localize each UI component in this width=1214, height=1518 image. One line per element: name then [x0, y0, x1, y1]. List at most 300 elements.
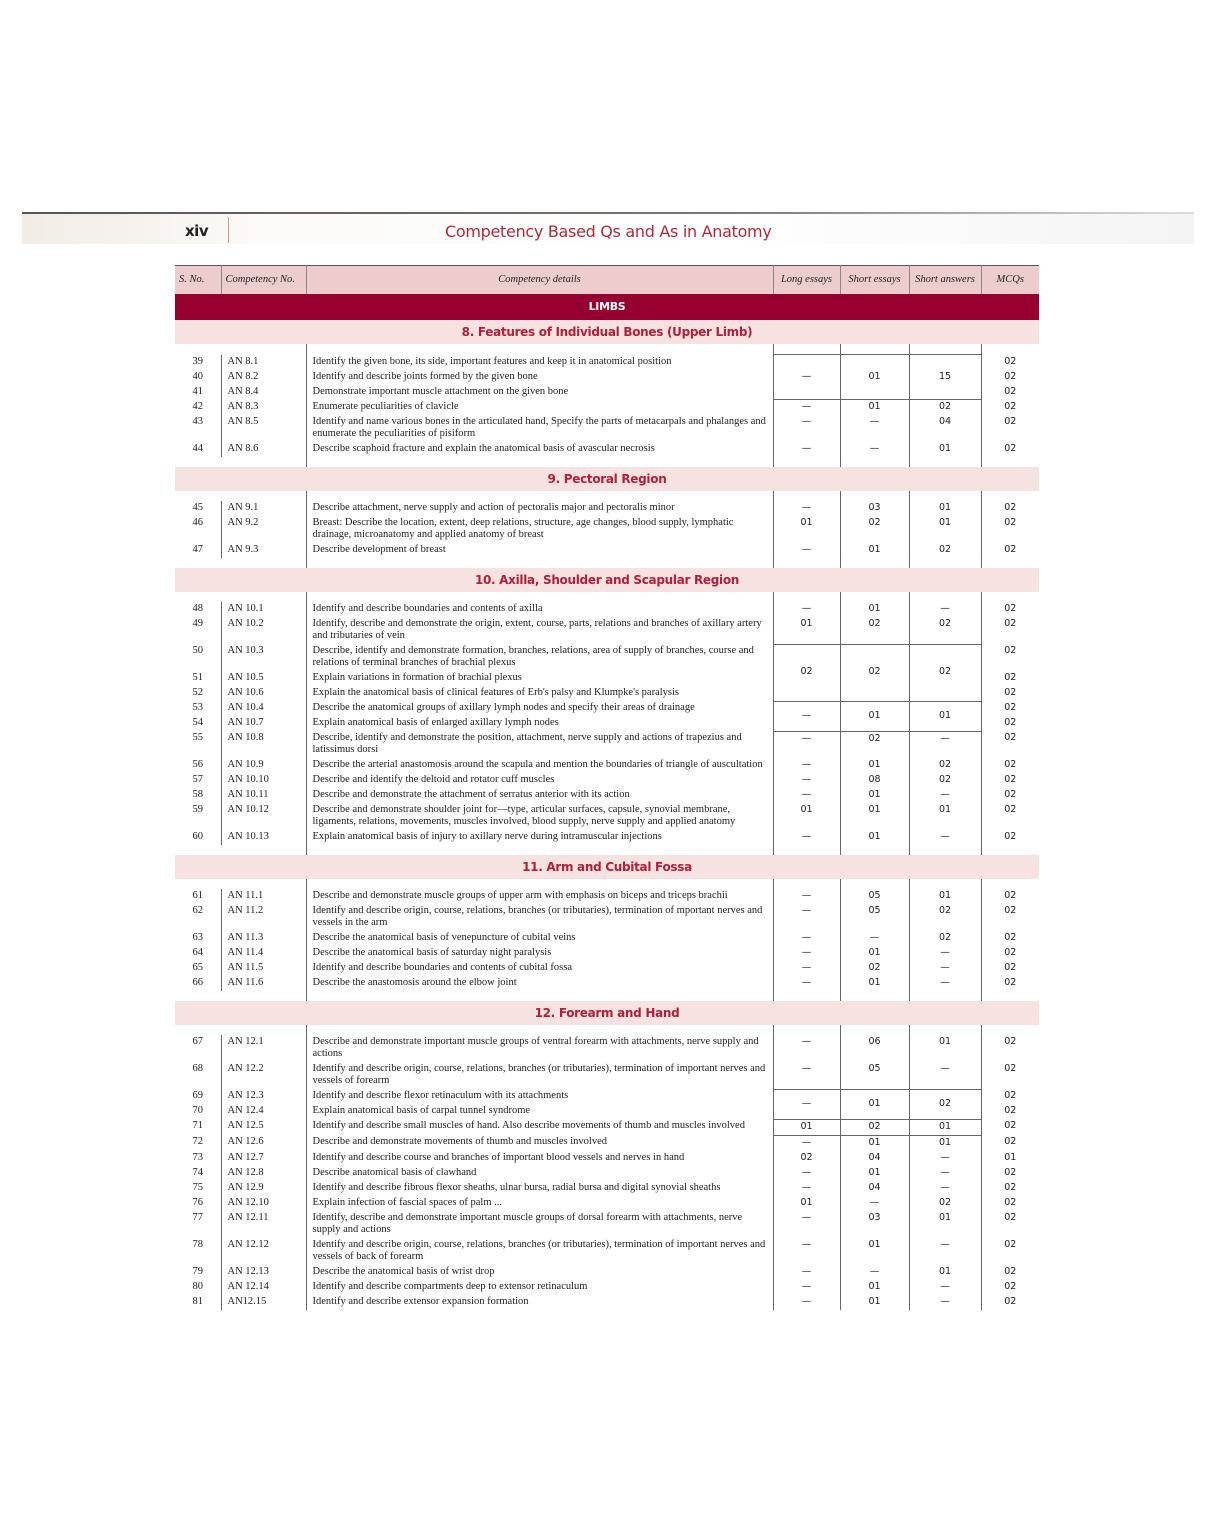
serial-number: 73 [192, 1151, 203, 1163]
count-short-ans: — [909, 731, 981, 758]
count-mcq: 02 [1004, 1166, 1017, 1178]
count-long: — [773, 415, 840, 442]
competency-detail: Explain anatomical basis of injury to axillary nerve during intramuscular injections [306, 830, 773, 845]
competency-number: AN 10.11 [221, 788, 306, 803]
count-mcq: 02 [1004, 618, 1017, 629]
table-row [175, 1265, 1039, 1280]
count-long: 01 [773, 516, 840, 543]
spacer-row [175, 845, 1039, 855]
count-long: — [773, 701, 840, 731]
competency-number: AN 11.3 [221, 931, 306, 946]
table-row [175, 1089, 1039, 1104]
part-title-row [175, 294, 1039, 320]
competency-number: AN 10.7 [221, 716, 306, 731]
count-mcq: 02 [1004, 645, 1017, 656]
col-mcqs: MCQs [981, 266, 1039, 295]
competency-detail: Describe and demonstrate movements of thumb and muscles involved [306, 1135, 773, 1151]
competency-table [175, 265, 1039, 1310]
serial-number: 40 [192, 370, 203, 382]
count-long: — [773, 976, 840, 991]
count-mcq: 02 [1004, 947, 1017, 958]
count-short-essay: — [840, 442, 909, 457]
serial-number: 48 [192, 603, 203, 614]
count-mcq: 02 [1004, 1136, 1017, 1147]
count-short-ans: 01 [909, 803, 981, 830]
spacer-row [175, 558, 1039, 568]
competency-detail: Describe, identify and demonstrate the position, attachment, nerve supply and actions of trapezius and latissimus dorsi [306, 731, 773, 758]
section-title: 11. Arm and Cubital Fossa [175, 855, 1039, 879]
competency-detail: Explain infection of fascial spaces of palm ... [306, 1196, 773, 1211]
count-short-ans: 02 [909, 400, 981, 416]
count-short-ans: 02 [909, 644, 981, 701]
count-short-ans: 02 [909, 904, 981, 931]
competency-number: AN 12.1 [221, 1035, 306, 1062]
serial-number: 55 [192, 732, 203, 743]
section-title: 8. Features of Individual Bones (Upper Limb) [175, 320, 1039, 344]
count-mcq: 02 [1004, 774, 1017, 785]
competency-number: AN 9.2 [221, 516, 306, 543]
table-header-row [175, 266, 1039, 295]
section-title-row [175, 1001, 1039, 1025]
table-row [175, 1035, 1039, 1062]
count-short-essay: 01 [840, 602, 909, 617]
table-row [175, 516, 1039, 543]
competency-number: AN 10.12 [221, 803, 306, 830]
count-long: — [773, 731, 840, 758]
count-short-ans: — [909, 788, 981, 803]
competency-number: AN 11.2 [221, 904, 306, 931]
table-row [175, 931, 1039, 946]
count-mcq: 02 [1004, 400, 1017, 412]
serial-number: 45 [192, 502, 203, 513]
count-short-ans: 01 [909, 701, 981, 731]
serial-number: 49 [192, 618, 203, 629]
count-long: 01 [773, 1119, 840, 1135]
col-long-essays: Long essays [773, 266, 840, 295]
count-short-ans: — [909, 1181, 981, 1196]
serial-number: 69 [192, 1090, 203, 1101]
competency-detail: Describe, identify and demonstrate formation, branches, relations, area of supply of branches, course and relations of terminal branches of brachial plexus [306, 644, 773, 671]
count-short-ans: — [909, 961, 981, 976]
count-short-ans: — [909, 1166, 981, 1181]
count-short-essay: 01 [840, 758, 909, 773]
competency-number: AN 10.3 [221, 644, 306, 671]
count-short-essay: 05 [840, 889, 909, 904]
count-mcq: 02 [1004, 1295, 1017, 1307]
count-short-ans: 02 [909, 543, 981, 558]
section-title-row [175, 568, 1039, 592]
count-short-essay: — [840, 1196, 909, 1211]
competency-number: AN 8.2 [221, 370, 306, 385]
count-short-ans: 01 [909, 1035, 981, 1062]
book-title: Competency Based Qs and As in Anatomy [445, 222, 772, 241]
count-short-ans: 02 [909, 1196, 981, 1211]
serial-number: 51 [192, 672, 203, 683]
table-row [175, 1151, 1039, 1166]
count-short-essay: 04 [840, 1181, 909, 1196]
count-short-ans: — [909, 1062, 981, 1089]
count-short-ans: 02 [909, 758, 981, 773]
col-sno: S. No. [175, 266, 221, 295]
count-short-ans: 01 [909, 889, 981, 904]
count-short-essay: 01 [840, 830, 909, 845]
serial-number: 71 [192, 1120, 203, 1131]
count-mcq: 02 [1004, 355, 1017, 367]
table-row [175, 617, 1039, 644]
spacer-row [175, 491, 1039, 501]
count-short-essay: 01 [840, 1295, 909, 1310]
competency-detail: Explain anatomical basis of carpal tunnel syndrome [306, 1104, 773, 1119]
competency-detail: Identify and describe course and branches of important blood vessels and nerves in hand [306, 1151, 773, 1166]
count-short-ans: 02 [909, 617, 981, 644]
count-mcq: 02 [1004, 977, 1017, 988]
count-short-ans: — [909, 946, 981, 961]
serial-number: 67 [192, 1036, 203, 1047]
competency-detail: Breast: Describe the location, extent, deep relations, structure, age changes, blood supply, lymphatic drainage, microanatomy and applied anatomy of breast [306, 516, 773, 543]
section-title-row [175, 467, 1039, 491]
serial-number: 41 [192, 385, 203, 397]
competency-number: AN 12.3 [221, 1089, 306, 1104]
count-long: 02 [773, 1151, 840, 1166]
table-row [175, 1238, 1039, 1265]
count-short-ans: 01 [909, 442, 981, 457]
count-long: — [773, 1265, 840, 1280]
count-short-ans: 01 [909, 1135, 981, 1151]
competency-number: AN 11.1 [221, 889, 306, 904]
serial-number: 53 [192, 702, 203, 713]
table-row [175, 946, 1039, 961]
count-short-essay: 06 [840, 1035, 909, 1062]
competency-number: AN 11.5 [221, 961, 306, 976]
count-short-essay: 03 [840, 501, 909, 516]
count-long: — [773, 904, 840, 931]
col-competency-details: Competency details [306, 266, 773, 295]
table-row [175, 758, 1039, 773]
table-row [175, 1181, 1039, 1196]
count-mcq: 02 [1004, 702, 1017, 713]
table-row [175, 1295, 1039, 1310]
count-long: — [773, 830, 840, 845]
count-short-essay: 02 [840, 731, 909, 758]
count-short-essay: 01 [840, 400, 909, 416]
table-row [175, 543, 1039, 558]
competency-number: AN 12.13 [221, 1265, 306, 1280]
count-long: — [773, 501, 840, 516]
table-row [175, 1166, 1039, 1181]
competency-number: AN 8.1 [221, 355, 306, 370]
spacer-row [175, 592, 1039, 602]
serial-number: 58 [192, 789, 203, 800]
spacer-row [175, 991, 1039, 1001]
count-short-ans: 01 [909, 1211, 981, 1238]
table-row [175, 976, 1039, 991]
count-mcq: 02 [1004, 1036, 1017, 1047]
table-row [175, 1280, 1039, 1295]
col-short-essays: Short essays [840, 266, 909, 295]
table-row [175, 889, 1039, 904]
competency-detail: Explain anatomical basis of enlarged axillary lymph nodes [306, 716, 773, 731]
competency-detail: Describe the anatomical basis of venepuncture of cubital veins [306, 931, 773, 946]
competency-detail: Identify, describe and demonstrate the origin, extent, course, parts, relations and branches of axillary artery and tributaries of vein [306, 617, 773, 644]
section-title: 10. Axilla, Shoulder and Scapular Region [175, 568, 1039, 592]
serial-number: 74 [192, 1166, 203, 1178]
table-row [175, 1119, 1039, 1135]
count-short-essay: 03 [840, 1211, 909, 1238]
competency-detail: Enumerate peculiarities of clavicle [306, 400, 773, 416]
competency-number: AN 12.7 [221, 1151, 306, 1166]
serial-number: 63 [192, 932, 203, 943]
count-long: — [773, 1181, 840, 1196]
count-mcq: 02 [1004, 962, 1017, 973]
competency-detail: Identify and describe small muscles of hand. Also describe movements of thumb and muscles involved [306, 1119, 773, 1135]
serial-number: 60 [192, 831, 203, 842]
count-long: — [773, 1280, 840, 1295]
count-mcq: 01 [1004, 1151, 1017, 1163]
count-short-ans: — [909, 1151, 981, 1166]
count-long: 02 [773, 644, 840, 701]
competency-detail: Describe and demonstrate muscle groups of upper arm with emphasis on biceps and triceps brachii [306, 889, 773, 904]
table-row [175, 355, 1039, 370]
count-mcq: 02 [1004, 443, 1017, 454]
serial-number: 65 [192, 962, 203, 973]
count-mcq: 02 [1004, 890, 1017, 901]
competency-detail: Demonstrate important muscle attachment on the given bone [306, 385, 773, 400]
competency-number: AN 10.13 [221, 830, 306, 845]
competency-detail: Describe and demonstrate the attachment of serratus anterior with its action [306, 788, 773, 803]
competency-number: AN 12.6 [221, 1135, 306, 1151]
count-mcq: 02 [1004, 672, 1017, 683]
count-long: — [773, 889, 840, 904]
competency-number: AN 8.6 [221, 442, 306, 457]
serial-number: 46 [192, 517, 203, 528]
serial-number: 64 [192, 947, 203, 958]
competency-detail: Identify and describe boundaries and contents of axilla [306, 602, 773, 617]
count-short-essay: 01 [840, 1238, 909, 1265]
competency-detail: Describe development of breast [306, 543, 773, 558]
part-title: LIMBS [175, 294, 1039, 320]
count-mcq: 02 [1004, 831, 1017, 842]
count-long: 01 [773, 1196, 840, 1211]
competency-detail: Describe and identify the deltoid and rotator cuff muscles [306, 773, 773, 788]
count-short-ans: 01 [909, 501, 981, 516]
count-short-essay: 05 [840, 1062, 909, 1089]
count-mcq: 02 [1004, 804, 1017, 815]
competency-number: AN 11.6 [221, 976, 306, 991]
count-long: — [773, 758, 840, 773]
count-long: — [773, 773, 840, 788]
count-mcq: 02 [1004, 717, 1017, 728]
serial-number: 52 [192, 687, 203, 698]
serial-number: 44 [192, 443, 203, 454]
count-long: — [773, 543, 840, 558]
count-mcq: 02 [1004, 1063, 1017, 1074]
count-short-ans: 04 [909, 415, 981, 442]
competency-number: AN 12.12 [221, 1238, 306, 1265]
count-long: 01 [773, 803, 840, 830]
competency-detail: Describe anatomical basis of clawhand [306, 1166, 773, 1181]
count-short-ans: 01 [909, 1265, 981, 1280]
count-short-essay: 01 [840, 355, 909, 400]
col-competency-no: Competency No. [221, 266, 306, 295]
competency-detail: Identify and describe joints formed by the given bone [306, 370, 773, 385]
count-long: — [773, 442, 840, 457]
count-short-ans: — [909, 1238, 981, 1265]
competency-detail: Identify the given bone, its side, important features and keep it in anatomical position [306, 355, 773, 370]
serial-number: 70 [192, 1105, 203, 1116]
count-short-essay: 01 [840, 701, 909, 731]
table-row [175, 904, 1039, 931]
count-short-ans: 01 [909, 516, 981, 543]
competency-number: AN 10.2 [221, 617, 306, 644]
competency-number: AN 11.4 [221, 946, 306, 961]
competency-detail: Identify and describe extensor expansion formation [306, 1295, 773, 1310]
serial-number: 66 [192, 977, 203, 988]
competency-detail: Describe and demonstrate shoulder joint for—type, articular surfaces, capsule, synovial membrane, ligaments, relations, movements, muscles involved, blood supply, nerve supply and applied anatomy [306, 803, 773, 830]
serial-number: 77 [192, 1211, 203, 1223]
competency-detail: Explain variations in formation of brachial plexus [306, 671, 773, 686]
count-mcq: 02 [1004, 1181, 1017, 1193]
table-row [175, 773, 1039, 788]
competency-number: AN 9.3 [221, 543, 306, 558]
table-row [175, 1196, 1039, 1211]
count-long: — [773, 1295, 840, 1310]
competency-number: AN 12.10 [221, 1196, 306, 1211]
count-short-essay: 08 [840, 773, 909, 788]
competency-detail: Identify and describe origin, course, relations, branches (or tributaries), termination of important nerves and vessels of back of forearm [306, 1238, 773, 1265]
competency-detail: Describe and demonstrate important muscle groups of ventral forearm with attachments, nerve supply and actions [306, 1035, 773, 1062]
section-title: 12. Forearm and Hand [175, 1001, 1039, 1025]
count-mcq: 02 [1004, 759, 1017, 770]
page-number: xiv [185, 222, 209, 240]
count-short-essay: — [840, 931, 909, 946]
serial-number: 50 [192, 645, 203, 656]
count-short-ans: 01 [909, 1119, 981, 1135]
count-short-essay: 04 [840, 1151, 909, 1166]
count-long: — [773, 1238, 840, 1265]
table-row [175, 1135, 1039, 1151]
spacer-row [175, 344, 1039, 355]
competency-number: AN 10.6 [221, 686, 306, 701]
serial-number: 79 [192, 1265, 203, 1277]
count-short-essay: 01 [840, 803, 909, 830]
competency-detail: Describe the anatomical basis of wrist drop [306, 1265, 773, 1280]
table-row [175, 701, 1039, 716]
competency-detail: Identify, describe and demonstrate important muscle groups of dorsal forearm with attachments, nerve supply and actions [306, 1211, 773, 1238]
count-short-essay: 02 [840, 961, 909, 976]
count-long: — [773, 788, 840, 803]
count-mcq: 02 [1004, 932, 1017, 943]
competency-number: AN 12.4 [221, 1104, 306, 1119]
count-long: — [773, 961, 840, 976]
table-row [175, 442, 1039, 457]
competency-number: AN 8.4 [221, 385, 306, 400]
serial-number: 75 [192, 1181, 203, 1193]
col-short-answers: Short answers [909, 266, 981, 295]
count-mcq: 02 [1004, 1238, 1017, 1250]
serial-number: 62 [192, 905, 203, 916]
competency-detail: Identify and name various bones in the articulated hand, Specify the parts of metacarpals and phalanges and enumerate the peculiarities of pisiform [306, 415, 773, 442]
count-long: — [773, 1166, 840, 1181]
count-mcq: 02 [1004, 1280, 1017, 1292]
competency-detail: Describe attachment, nerve supply and action of pectoralis major and pectoralis minor [306, 501, 773, 516]
count-short-essay: 01 [840, 543, 909, 558]
table-row [175, 788, 1039, 803]
table-row [175, 400, 1039, 416]
count-mcq: 02 [1004, 370, 1017, 382]
table-row [175, 415, 1039, 442]
table-row [175, 961, 1039, 976]
header-divider [228, 217, 229, 243]
count-mcq: 02 [1004, 385, 1017, 397]
count-mcq: 02 [1004, 905, 1017, 916]
count-long: — [773, 1035, 840, 1062]
competency-number: AN 12.2 [221, 1062, 306, 1089]
count-short-essay: 01 [840, 1135, 909, 1151]
count-mcq: 02 [1004, 502, 1017, 513]
count-short-ans: — [909, 976, 981, 991]
count-short-essay: 02 [840, 516, 909, 543]
count-short-ans: — [909, 830, 981, 845]
spacer-row [175, 457, 1039, 467]
serial-number: 81 [192, 1295, 203, 1307]
serial-number: 56 [192, 759, 203, 770]
count-long: — [773, 602, 840, 617]
competency-detail: Identify and describe flexor retinaculum with its attachments [306, 1089, 773, 1104]
count-long: — [773, 946, 840, 961]
competency-number: AN 12.11 [221, 1211, 306, 1238]
count-short-essay: — [840, 415, 909, 442]
count-mcq: 02 [1004, 1105, 1017, 1116]
competency-detail: Describe the anastomosis around the elbow joint [306, 976, 773, 991]
count-short-essay: 01 [840, 946, 909, 961]
serial-number: 59 [192, 804, 203, 815]
section-title-row [175, 320, 1039, 344]
count-mcq: 02 [1004, 1265, 1017, 1277]
competency-number: AN 12.5 [221, 1119, 306, 1135]
count-short-essay: 01 [840, 976, 909, 991]
count-short-essay: 02 [840, 1119, 909, 1135]
competency-number: AN 10.10 [221, 773, 306, 788]
count-short-ans: 02 [909, 931, 981, 946]
competency-detail: Identify and describe boundaries and contents of cubital fossa [306, 961, 773, 976]
count-mcq: 02 [1004, 1090, 1017, 1101]
serial-number: 80 [192, 1280, 203, 1292]
serial-number: 72 [192, 1136, 203, 1147]
competency-number: AN 12.8 [221, 1166, 306, 1181]
section-title-row [175, 855, 1039, 879]
table-row [175, 731, 1039, 758]
count-short-ans: 02 [909, 1089, 981, 1119]
count-short-essay: 01 [840, 1280, 909, 1295]
serial-number: 42 [192, 400, 203, 412]
count-mcq: 02 [1004, 1120, 1017, 1131]
competency-number: AN 12.9 [221, 1181, 306, 1196]
competency-detail: Describe the arterial anastomosis around the scapula and mention the boundaries of triangle of auscultation [306, 758, 773, 773]
spacer-row [175, 879, 1039, 889]
competency-number: AN12.15 [221, 1295, 306, 1310]
count-long: — [773, 1062, 840, 1089]
competency-detail: Identify and describe compartments deep to extensor retinaculum [306, 1280, 773, 1295]
count-mcq: 02 [1004, 603, 1017, 614]
count-long: — [773, 400, 840, 416]
count-long: — [773, 1089, 840, 1119]
count-short-ans: 15 [909, 355, 981, 400]
competency-detail: Describe the anatomical groups of axillary lymph nodes and specify their areas of drainage [306, 701, 773, 716]
competency-number: AN 8.5 [221, 415, 306, 442]
count-mcq: 02 [1004, 687, 1017, 698]
serial-number: 78 [192, 1238, 203, 1250]
competency-detail: Identify and describe origin, course, relations, branches (or tributaries), termination of mportant nerves and vessels in the arm [306, 904, 773, 931]
